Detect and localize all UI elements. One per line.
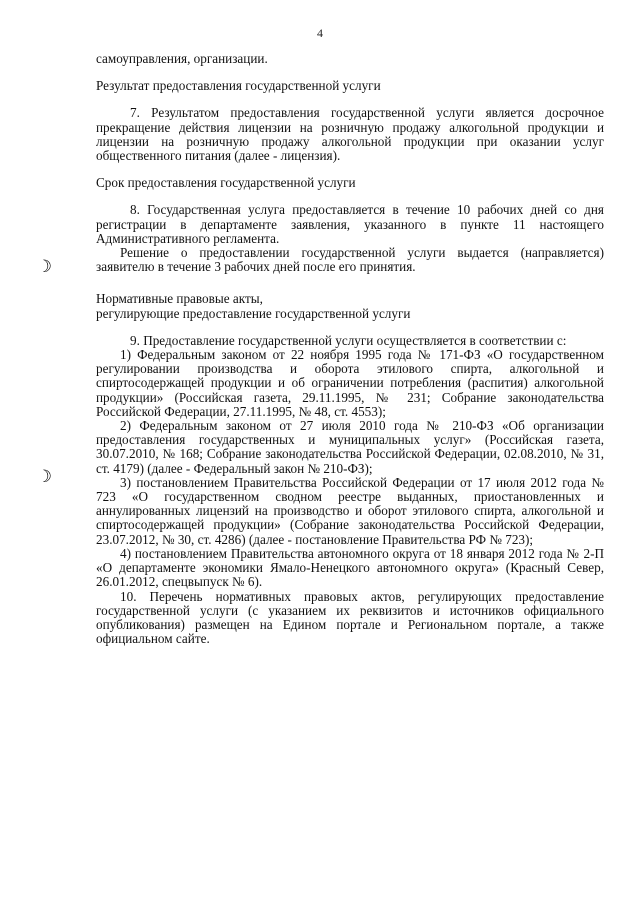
binding-hole-mark-icon: ☾	[36, 257, 52, 277]
list-item-resolution-2p: 4) постановлением Правительства автономного округа от 18 января 2012 года № 2-П «О департаменте экономики Ямало-Ненецкого автономного округа» (Красный Север, 26.01.2012, спецвыпуск № 6).	[96, 545, 604, 590]
paragraph-8: 8. Государственная услуга предоставляется в течение 10 рабочих дней со дня регистрации в департаменте заявления, указанного в пункте 11 настоящего Административного регламента.	[96, 202, 604, 246]
document-body	[96, 52, 604, 646]
page-number: 4	[317, 26, 323, 40]
continuation-text: самоуправления, организации.	[96, 51, 268, 66]
list-item-resolution-723: 3) постановлением Правительства Российской Федерации от 17 июля 2012 года № 723 «О государственном сводном реестре выданных, приостановленных и аннулированных лицензий на производство и оборот этилового спирта, алкогольной и спиртосодержащей продукции» (Собрание законодательства Российской Федерации, 23.07.2012, № 30, ст. 4286) (далее - постановление Правительства РФ № 723);	[96, 474, 604, 547]
list-item-law-171: 1) Федеральным законом от 22 ноября 1995 года № 171-ФЗ «О государственном регулировании производства и оборота этилового спирта, алкогольной и спиртосодержащей продукции и об ограничении потребления (распития) алкогольной продукции» (Российская газета, 29.11.1995, № 231; Собрание законодательства Российской Федерации, 27.11.1995, № 48, ст. 4553);	[96, 347, 604, 419]
heading-acts-line2: регулирующие предоставление государственной услуги	[96, 305, 411, 321]
list-item-law-210: 2) Федеральным законом от 27 июля 2010 года № 210-ФЗ «Об организации предоставления государственных и муниципальных услуг» (Российская газета, 30.07.2010, № 168; Собрание законодательства Российской Федерации, 02.08.2010, № 31, ст. 4179) (далее - Федеральный закон № 210-ФЗ);	[96, 418, 604, 476]
heading-result: Результат предоставления государственной услуги	[96, 78, 381, 94]
paragraph-8-decision: Решение о предоставлении государственной услуги выдается (направляется) заявителю в течение 3 рабочих дней после его принятия.	[96, 245, 604, 275]
paragraph-9: 9. Предоставление государственной услуги осуществляется в соответствии с:	[130, 332, 567, 348]
paragraph-10: 10. Перечень нормативных правовых актов, регулирующих предоставление государственной услуги (с указанием их реквизитов и источников официального опубликования) размещен на Едином портале и Региональном портале, а также официальном сайте.	[96, 588, 604, 647]
heading-term: Срок предоставления государственной услуги	[96, 175, 356, 191]
heading-acts-line1: Нормативные правовые акты,	[96, 291, 263, 307]
binding-hole-mark-icon: ☾	[36, 467, 52, 487]
paragraph-7: 7. Результатом предоставления государственной услуги является досрочное прекращение действия лицензии на розничную продажу алкогольной продукции и лицензии на розничную продажу алкогольной продукции при оказании услуг общественного питания (далее - лицензия).	[96, 105, 604, 164]
